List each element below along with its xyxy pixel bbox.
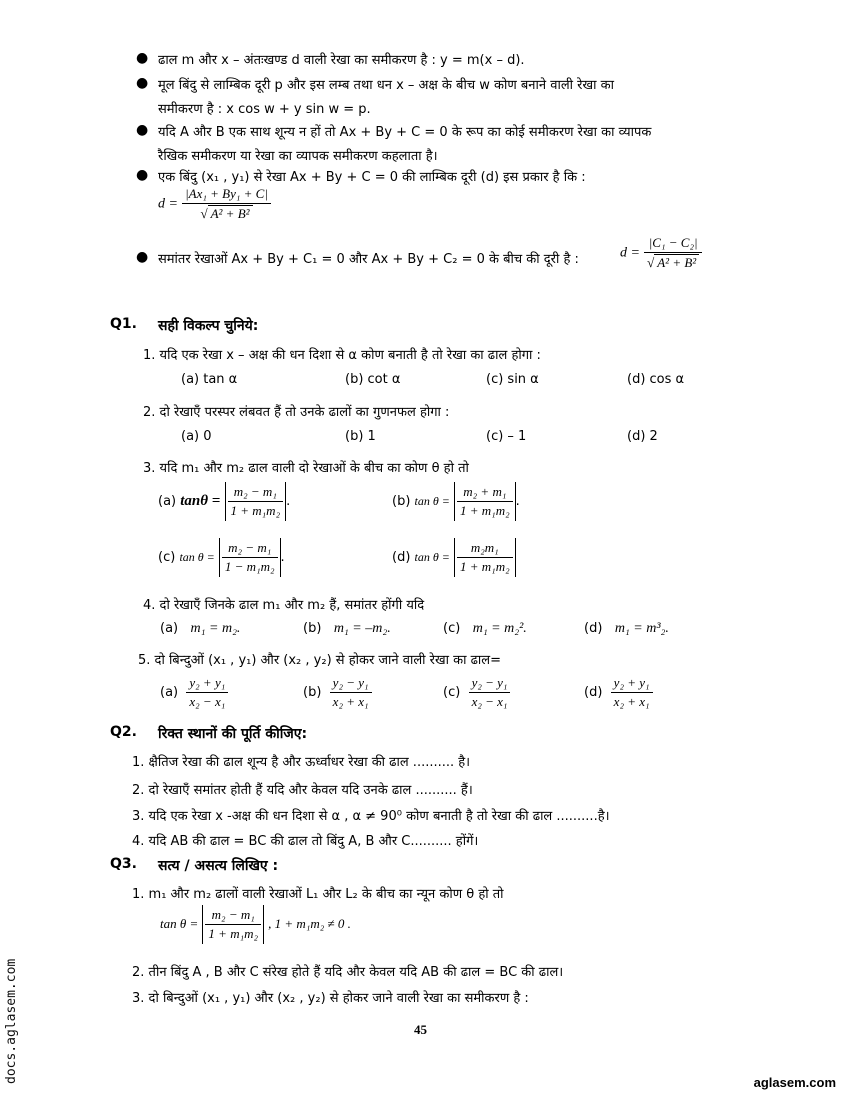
parallel-distance-formula: d = $\frac{\text{|C₁ − C₂|}}{\text{√ A² + B²}}$ [620, 235, 702, 271]
bullet-perp-distance: एक बिंदु (x₁ , y₁) से रेखा Ax + By + C = 0 की लाम्बिक दूरी (d) इस प्रकार है कि : [158, 170, 586, 185]
q1-item1-option-a: (a) tan α [181, 372, 238, 387]
q3-item1-formula: tan θ = $\frac{\text{m₂ − m₁}}{\text{1 + m₁m₂}}$ , 1 + m₁m₂ ≠ 0 . [160, 905, 351, 944]
q1-item2-stem: 2. दो रेखाएँ परस्पर लंबवत हैं तो उनके ढालों का गुणनफल होगा : [143, 405, 450, 420]
bullet-slope-intercept: ढाल m और x – अंतःखण्ड d वाली रेखा का समीकरण है : y = m(x – d). [158, 53, 525, 68]
q2-item1: 1. क्षैतिज रेखा की ढाल शून्य है और ऊर्ध्वाधर रेखा की ढाल .......... है। [132, 755, 471, 770]
q3-label: Q3. [110, 856, 137, 872]
q2-label: Q2. [110, 724, 137, 740]
bullet-dot: ● [136, 50, 149, 66]
q1-item5-stem: 5. दो बिन्दुओं (x₁ , y₁) और (x₂ , y₂) से होकर जाने वाली रेखा का ढाल= [138, 653, 501, 668]
bullet-general-form-line1: यदि A और B एक साथ शून्य न हों तो Ax + By + C = 0 के रूप का कोई समीकरण रेखा का व्यापक [158, 125, 652, 140]
q1-item1-option-b: (b) cot α [345, 372, 401, 387]
bullet-dot: ● [136, 75, 149, 91]
q1-item1-option-c: (c) sin α [486, 372, 539, 387]
q1-item2-option-c: (c) – 1 [486, 429, 527, 444]
q1-item1-option-d: (d) cos α [627, 372, 685, 387]
bullet-dot: ● [136, 122, 149, 138]
q2-item4: 4. यदि AB की ढाल = BC की ढाल तो बिंदु A, B और C.......... होंगें। [132, 834, 479, 849]
q1-item5-option-c: (c) $\frac{\text{y₂ − y₁}}{\text{x₂ − x₁}}$ [443, 675, 510, 710]
side-watermark: docs.aglasem.com [4, 958, 19, 1084]
q1-item2-option-b: (b) 1 [345, 429, 376, 444]
q1-item5-option-d: (d) $\frac{\text{y₂ + y₁}}{\text{x₂ + x₁}}$ [584, 675, 653, 710]
q1-item5-option-b: (b) $\frac{\text{y₂ − y₁}}{\text{x₂ + x₁}}$ [303, 675, 372, 710]
q1-item2-option-d: (d) 2 [627, 429, 658, 444]
brand-label: aglasem.com [753, 1075, 836, 1090]
page-number: 45 [414, 1022, 427, 1037]
q2-item3: 3. यदि एक रेखा x -अक्ष की धन दिशा से α , α ≠ 90⁰ कोण बनाती है तो रेखा की ढाल ..........है। [132, 809, 610, 824]
q1-item3-option-b: (b) tan θ = $\frac{\text{m₂ + m₁}}{\text{1 + m₁m₂}}$ . [392, 482, 520, 521]
q1-label: Q1. [110, 316, 137, 332]
q1-item3-stem: 3. यदि m₁ और m₂ ढाल वाली दो रेखाओं के बीच का कोण θ हो तो [143, 461, 469, 476]
q1-item4-option-d: (d) m₁ = m³₂. [584, 621, 669, 636]
q2-title: रिक्त स्थानों की पूर्ति कीजिए: [158, 726, 308, 742]
q1-title: सही विकल्प चुनिये: [158, 318, 259, 334]
q2-item2: 2. दो रेखाएँ समांतर होती हैं यदि और केवल यदि उनके ढाल .......... हैं। [132, 783, 473, 798]
q1-item4-stem: 4. दो रेखाएँ जिनके ढाल m₁ और m₂ हैं, समांतर होंगी यदि [143, 598, 425, 613]
q1-item3-option-a: (a) tanθ = $\frac{\text{m₂ − m₁}}{\text{1 + m₁m₂}}$ . [158, 482, 290, 521]
q1-item4-option-b: (b) m₁ = –m₂. [303, 621, 391, 636]
bullet-parallel-distance: समांतर रेखाओं Ax + By + C₁ = 0 और Ax + By + C₂ = 0 के बीच की दूरी है : [158, 252, 579, 267]
q3-item3: 3. दो बिन्दुओं (x₁ , y₁) और (x₂ , y₂) से होकर जाने वाली रेखा का समीकरण है : [132, 991, 529, 1006]
bullet-normal-form-line2: समीकरण है : x cos w + y sin w = p. [158, 102, 371, 117]
q1-item1-stem: 1. यदि एक रेखा x – अक्ष की धन दिशा से α कोण बनाती है तो रेखा का ढाल होगा : [143, 348, 541, 363]
bullet-dot: ● [136, 249, 149, 265]
q3-item2: 2. तीन बिंदु A , B और C संरेख होते हैं यदि और केवल यदि AB की ढाल = BC की ढाल। [132, 965, 564, 980]
q1-item2-option-a: (a) 0 [181, 429, 212, 444]
q1-item5-option-a: (a) $\frac{\text{y₂ + y₁}}{\text{x₂ − x₁}}$ [160, 675, 228, 710]
perp-distance-formula: d = $\frac{\text{|Ax₁ + By₁ + C|}}{\text{√ A² + B²}}$ [158, 186, 271, 222]
bullet-normal-form-line1: मूल बिंदु से लाम्बिक दूरी p और इस लम्ब तथा धन x – अक्ष के बीच w कोण बनाने वाली रेखा का [158, 78, 614, 93]
q1-item4-option-c: (c) m₁ = m₂². [443, 621, 527, 636]
q3-item1: 1. m₁ और m₂ ढालों वाली रेखाओं L₁ और L₂ के बीच का न्यून कोण θ हो तो [132, 887, 504, 902]
q3-title: सत्य / असत्य लिखिए : [158, 858, 279, 874]
q1-item3-option-c: (c) tan θ = $\frac{\text{m₂ − m₁}}{\text{1 − m₁m₂}}$ . [158, 538, 285, 577]
q1-item3-option-d: (d) tan θ = $\frac{\text{m₂m₁}}{\text{1 + m₁m₂}}$ [392, 538, 516, 577]
bullet-dot: ● [136, 167, 149, 183]
bullet-general-form-line2: रैखिक समीकरण या रेखा का व्यापक समीकरण कहलाता है। [158, 149, 438, 164]
q1-item4-option-a: (a) m₁ = m₂. [160, 621, 241, 636]
